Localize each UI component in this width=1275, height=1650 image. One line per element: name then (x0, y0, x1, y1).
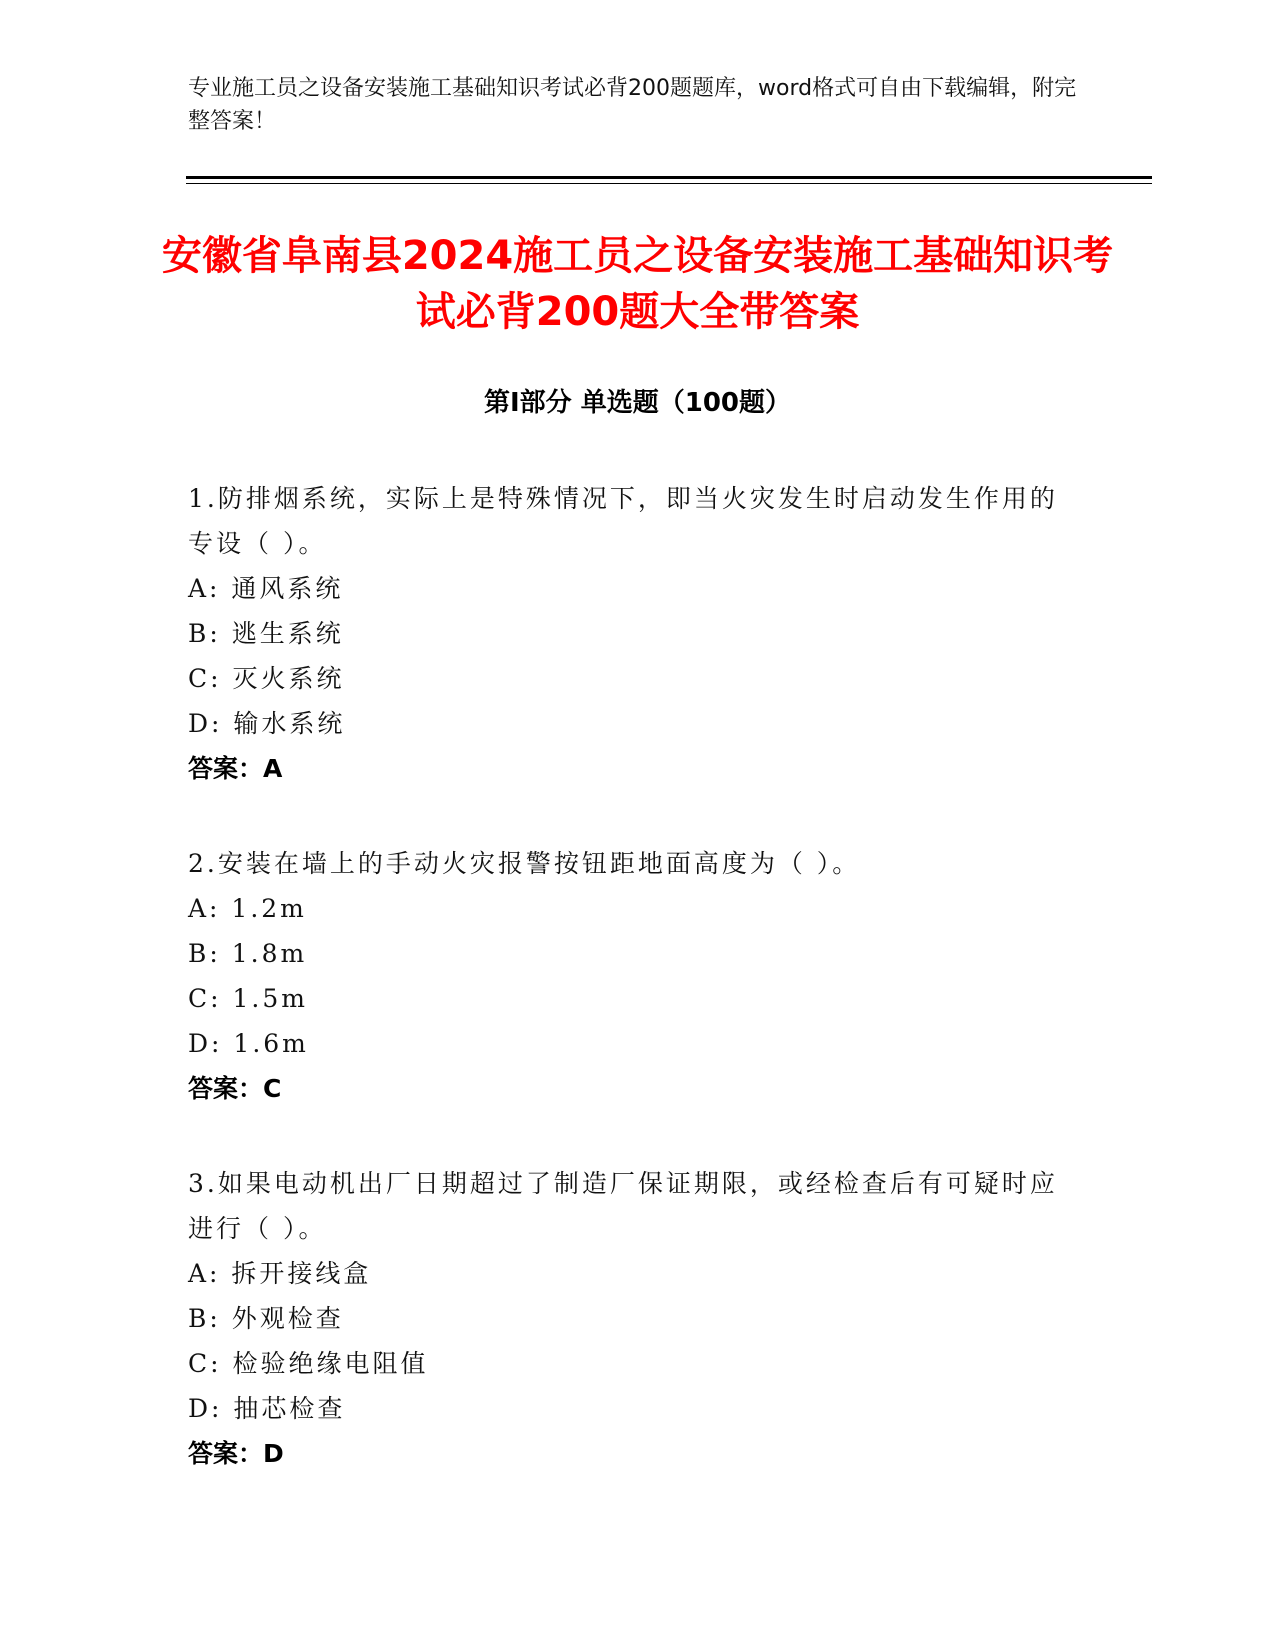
option-a: A: 通风系统 (188, 574, 344, 603)
header-rule-thin (186, 183, 1152, 184)
option-b: B: 1.8m (188, 939, 308, 968)
question-stem: 1.防排烟系统，实际上是特殊情况下，即当火灾发生时启动发生作用的专设（ ）。 (188, 484, 1058, 558)
option-c: C: 检验绝缘电阻值 (188, 1349, 429, 1378)
question-2 (188, 841, 1078, 1111)
option-a: A: 1.2m (188, 894, 307, 923)
option-a: A: 拆开接线盒 (188, 1259, 372, 1288)
option-c: C: 1.5m (188, 984, 308, 1013)
option-d: D: 输水系统 (188, 709, 346, 738)
question-stem: 2.安装在墙上的手动火灾报警按钮距地面高度为（ ）。 (188, 849, 861, 878)
answer-line: 答案：A (188, 754, 283, 783)
document-title: 安徽省阜南县2024施工员之设备安装施工基础知识考试必背200题大全带答案 (161, 233, 1114, 335)
option-b: B: 外观检查 (188, 1304, 344, 1333)
question-3 (188, 1161, 1078, 1476)
header-rule-thick (186, 176, 1152, 179)
question-list (188, 476, 1078, 1526)
section-title: 第Ⅰ部分 单选题（100题） (484, 388, 791, 418)
option-d: D: 抽芯检查 (188, 1394, 346, 1423)
option-b: B: 逃生系统 (188, 619, 344, 648)
option-c: C: 灭火系统 (188, 664, 345, 693)
question-stem: 3.如果电动机出厂日期超过了制造厂保证期限，或经检查后有可疑时应进行（ ）。 (188, 1169, 1058, 1243)
option-d: D: 1.6m (188, 1029, 309, 1058)
header-note: 专业施工员之设备安装施工基础知识考试必背200题题库，word格式可自由下载编辑，附完整答案！ (188, 76, 1077, 134)
answer-line: 答案：D (188, 1439, 284, 1468)
answer-line: 答案：C (188, 1074, 282, 1103)
question-1 (188, 476, 1078, 791)
